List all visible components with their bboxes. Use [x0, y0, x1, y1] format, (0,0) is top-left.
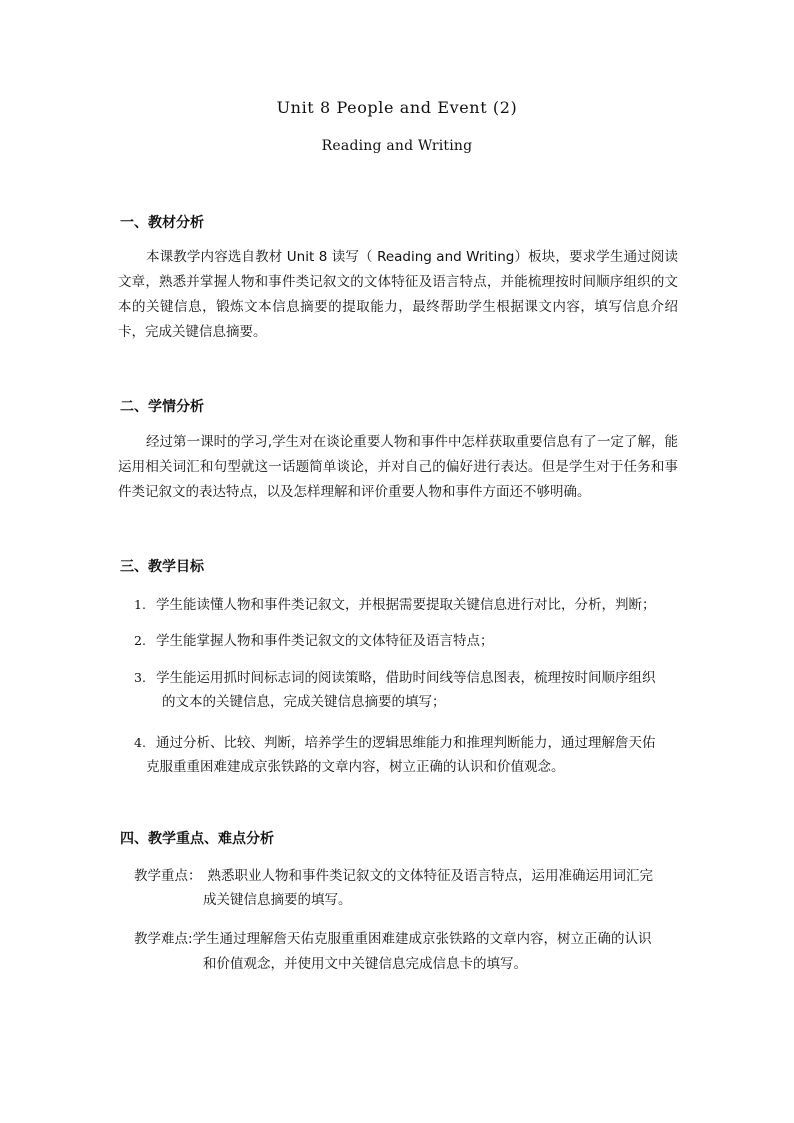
- goal-item: [134, 628, 494, 654]
- key-point-row: [134, 864, 653, 889]
- section-heading-textbook-analysis: 一、教材分析: [120, 215, 204, 231]
- section-heading-key-difficult-points: 四、教学重点、难点分析: [120, 831, 274, 847]
- goal-item: [134, 592, 656, 618]
- goal-number: 3.: [134, 670, 146, 685]
- section-paragraph-textbook-analysis: 本课教学内容选自教材 Unit 8 读写（ Reading and Writing）板块，要求学生通过阅读文章，熟悉并掌握人物和事件类记叙文的文体特征及语言特点，并能梳理按时间顺序组织的文本的关键信息，锻炼文本信息摘要的提取能力，最终帮助学生根据课文内容，填写信息介绍卡，完成关键信息摘要。: [118, 249, 678, 340]
- goal-item: [134, 730, 656, 756]
- goal-number: 2.: [134, 633, 146, 648]
- goal-text: 学生能读懂人物和事件类记叙文，并根据需要提取关键信息进行对比，分析，判断；: [156, 597, 656, 613]
- key-point-text: 熟悉职业人物和事件类记叙文的文体特征及语言特点，运用准确运用词汇完: [207, 868, 653, 884]
- key-point-label: 教学重点：: [134, 868, 202, 884]
- goal-number: 1.: [134, 597, 146, 612]
- goal-number: 4.: [134, 735, 146, 750]
- difficult-point-row: [134, 927, 652, 952]
- difficult-point-text: 学生通过理解詹天佑克服重重困难建成京张铁路的文章内容，树立正确的认识: [192, 931, 652, 947]
- section-heading-teaching-goals: 三、教学目标: [120, 559, 204, 575]
- goal-text-continued: 的文本的关键信息，完成关键信息摘要的填写；: [162, 694, 446, 710]
- document-subtitle: Reading and Writing: [321, 138, 473, 154]
- goal-text: 学生能掌握人物和事件类记叙文的文体特征及语言特点；: [156, 633, 494, 649]
- section-heading-student-analysis: 二、学情分析: [120, 399, 204, 415]
- key-point-text-continued: 成关键信息摘要的填写。: [203, 892, 352, 908]
- document-title: Unit 8 People and Event (2): [276, 98, 518, 117]
- section-paragraph-student-analysis: 经过第一课时的学习,学生对在谈论重要人物和事件中怎样获取重要信息有了一定了解，能运用相关词汇和句型就这一话题简单谈论，并对自己的偏好进行表达。但是学生对于任务和事件类记叙文的表达特点，以及怎样理解和评价重要人物和事件方面还不够明确。: [118, 434, 678, 500]
- goal-text: 学生能运用抓时间标志词的阅读策略，借助时间线等信息图表，梳理按时间顺序组织: [156, 670, 656, 686]
- goal-text-continued: 克服重重困难建成京张铁路的文章内容，树立正确的认识和价值观念。: [146, 759, 565, 775]
- goal-item: [134, 665, 656, 691]
- difficult-point-label: 教学难点:: [134, 931, 193, 947]
- goal-text: 通过分析、比较、判断，培养学生的逻辑思维能力和推理判断能力，通过理解詹天佑: [156, 735, 656, 751]
- difficult-point-text-continued: 和价值观念，并使用文中关键信息完成信息卡的填写。: [203, 956, 527, 972]
